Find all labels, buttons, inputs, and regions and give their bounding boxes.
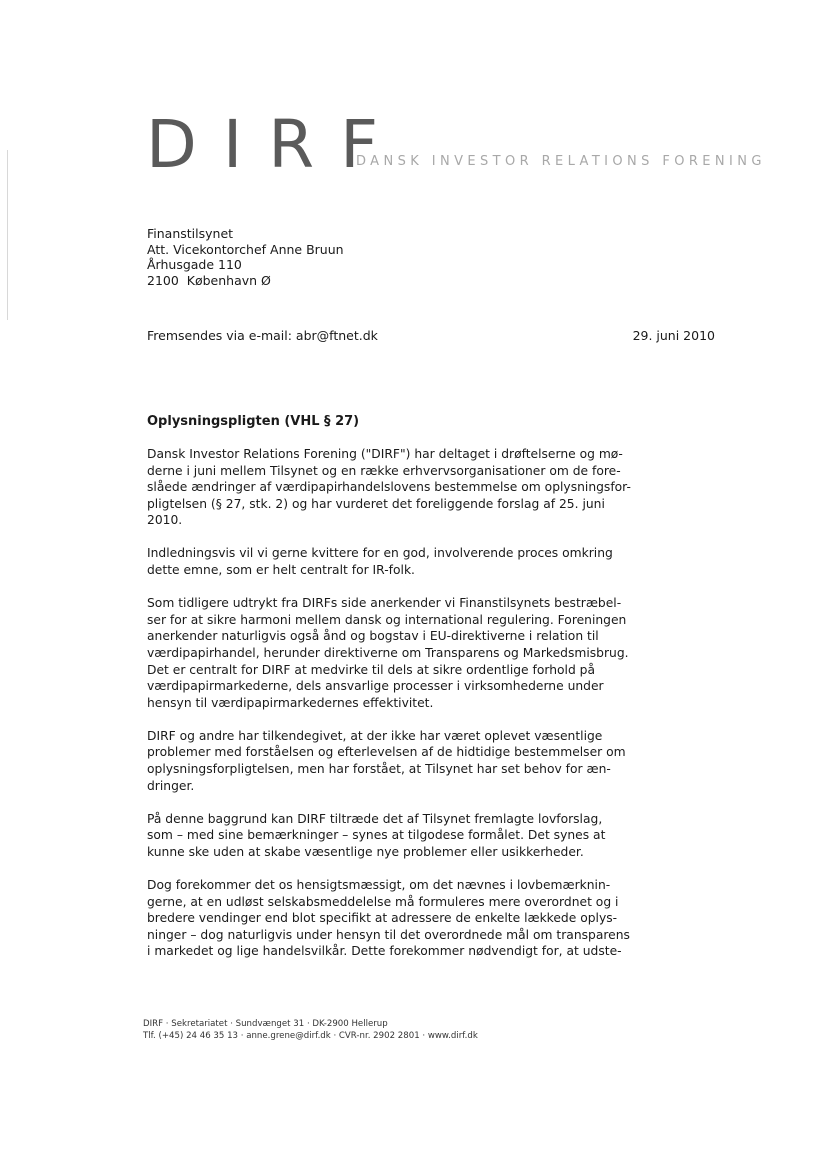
text-line: dette emne, som er helt centralt for IR-folk. <box>147 563 415 578</box>
body-paragraph <box>147 877 647 960</box>
text-line: Dansk Investor Relations Forening ("DIRF") har deltaget i drøftelserne og mø- <box>147 447 623 461</box>
recipient-address <box>147 226 344 288</box>
dirf-logo: DIRF <box>146 106 405 183</box>
body-paragraph <box>147 728 647 794</box>
text-line: bredere vendinger end blot specifikt at adressere de enkelte lækkede oplys- <box>147 911 618 926</box>
text-line: Indledningsvis vil vi gerne kvittere for en god, involverende proces omkring <box>147 546 613 561</box>
body-paragraph <box>147 446 647 529</box>
recipient-line: 2100 København Ø <box>147 272 271 288</box>
text-line: dringer. <box>147 778 195 793</box>
recipient-line: Att. Vicekontorchef Anne Bruun <box>147 241 344 257</box>
text-line: slåede ændringer af værdipapirhandelslovens bestemmelse om oplysningsfor- <box>147 480 631 495</box>
text-line: anerkender naturligvis også ånd og bogstav i EU-direktiverne i relation til <box>147 629 599 644</box>
text-line: oplysningsforpligtelsen, men har forstået, at Tilsynet har set behov for æn- <box>147 762 611 776</box>
text-line: DIRF og andre har tilkendegivet, at der ikke har været oplevet væsentlige <box>147 728 603 743</box>
recipient-line: Århusgade 110 <box>147 257 242 272</box>
text-line: værdipapirhandel, herunder direktiverne om Transparens og Markedsmisbrug. <box>147 645 629 660</box>
body-paragraph <box>147 545 647 578</box>
text-line: På denne baggrund kan DIRF tiltræde det af Tilsynet fremlagte lovforslag, <box>147 811 603 826</box>
footer-contact-line: Tlf. (+45) 24 46 35 13 · anne.grene@dirf.dk · CVR-nr. 2902 2801 · www.dirf.dk <box>143 1031 478 1041</box>
text-line: pligtelsen (§ 27, stk. 2) og har vurderet det foreliggende forslag af 25. juni <box>147 496 605 511</box>
body-paragraph <box>147 811 647 861</box>
text-line: ser for at sikre harmoni mellem dansk og international regulering. Foreningen <box>147 612 627 627</box>
letter-body <box>147 446 647 976</box>
page-margin-line <box>7 150 8 320</box>
letter-subject: Oplysningspligten (VHL § 27) <box>147 414 360 429</box>
sent-via-email: Fremsendes via e-mail: abr@ftnet.dk <box>147 328 378 343</box>
text-line: hensyn til værdipapirmarkedernes effektivitet. <box>147 695 434 710</box>
footer-address-line: DIRF · Sekretariatet · Sundvænget 31 · DK-2900 Hellerup <box>143 1019 388 1029</box>
text-line: Som tidligere udtrykt fra DIRFs side anerkender vi Finanstilsynets bestræbel- <box>147 596 622 611</box>
text-line: Det er centralt for DIRF at medvirke til dels at sikre ordentlige forhold på <box>147 662 596 677</box>
recipient-line: Finanstilsynet <box>147 226 234 241</box>
body-paragraph <box>147 595 647 711</box>
text-line: som – med sine bemærkninger – synes at tilgodese formålet. Det synes at <box>147 828 606 843</box>
letter-footer <box>143 1018 478 1042</box>
text-line: 2010. <box>147 513 183 528</box>
text-line: Dog forekommer det os hensigtsmæssigt, om det nævnes i lovbemærknin- <box>147 877 611 892</box>
letter-date: 29. juni 2010 <box>632 328 715 343</box>
text-line: problemer med forståelsen og efterlevelsen af de hidtidige bestemmelser om <box>147 745 626 760</box>
text-line: gerne, at en udløst selskabsmeddelelse må formuleres mere overordnet og i <box>147 894 619 909</box>
text-line: derne i juni mellem Tilsynet og en række erhvervsorganisationer om de fore- <box>147 463 621 478</box>
text-line: i markedet og lige handelsvilkår. Dette forekommer nødvendigt for, at udste- <box>147 944 622 959</box>
text-line: ninger – dog naturligvis under hensyn til det overordnede mål om transparens <box>147 927 630 942</box>
text-line: værdipapirmarkederne, dels ansvarlige processer i virksomhederne under <box>147 679 604 694</box>
text-line: kunne ske uden at skabe væsentlige nye problemer eller usikkerheder. <box>147 844 584 859</box>
letterhead-tagline: DANSK INVESTOR RELATIONS FORENING <box>356 154 766 169</box>
